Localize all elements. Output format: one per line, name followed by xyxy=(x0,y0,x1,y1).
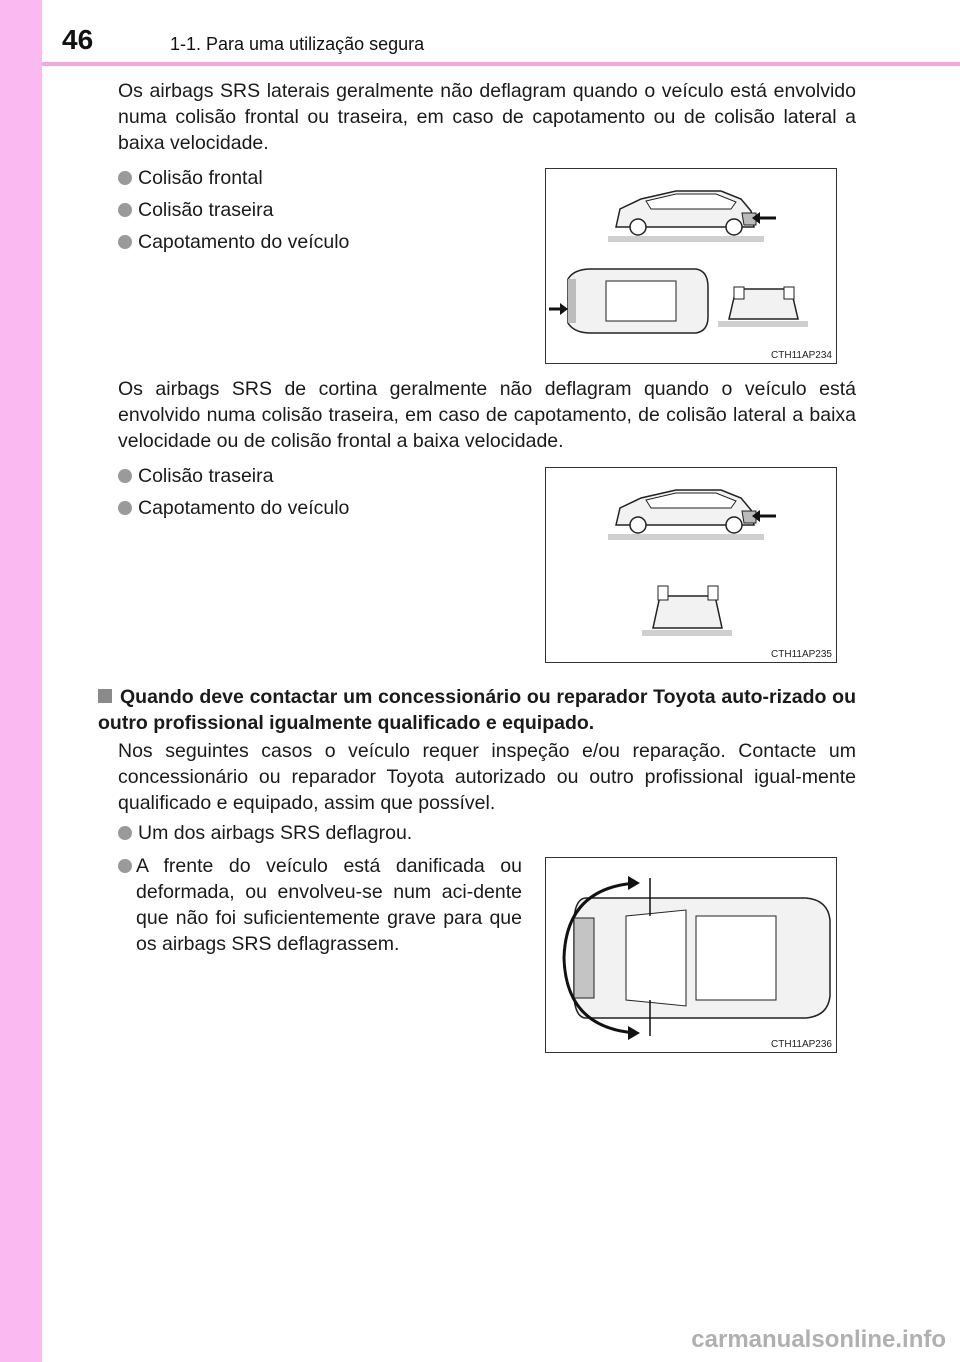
side-color-strip xyxy=(0,0,42,1362)
figure-code: CTH11AP236 xyxy=(771,1039,832,1050)
bullet-dot-icon xyxy=(118,501,132,515)
page-number: 46 xyxy=(62,24,94,55)
bullet-dot-icon xyxy=(118,826,132,840)
bullet-item: Colisão frontal xyxy=(118,165,263,191)
car-front-damage-illustration xyxy=(546,858,836,1052)
bullet-dot-icon xyxy=(118,469,132,483)
figure-front-damage xyxy=(545,857,837,1053)
header-rule xyxy=(42,62,960,66)
bullet-item: Capotamento do veículo xyxy=(118,229,349,255)
section-title: 1-1. Para uma utilização segura xyxy=(170,34,425,54)
bullet-item-front-damage: A frente do veículo está danificada ou deformada, ou envolveu-se num aci-dente que não foi suficientemente grave para que os airbags SRS deflagrassem. xyxy=(118,853,522,957)
bullet-dot-icon xyxy=(118,859,132,873)
figure-code: CTH11AP235 xyxy=(771,649,832,660)
figure-code: CTH11AP234 xyxy=(771,350,832,361)
figure-curtain-airbag xyxy=(545,467,837,663)
curtain-airbag-paragraph: Os airbags SRS de cortina geralmente não deflagram quando o veículo está envolvido numa colisão traseira, em caso de capotamento, de colisão lateral a baixa velocidade ou de colisão frontal a baixa velocidade. xyxy=(118,378,856,452)
bullet-dot-icon xyxy=(118,171,132,185)
car-rear-rollover-illustration xyxy=(546,468,836,662)
figure-side-airbag xyxy=(545,168,837,364)
bullet-dot-icon xyxy=(118,235,132,249)
side-airbag-paragraph: Os airbags SRS laterais geralmente não deflagram quando o veículo está envolvido numa colisão frontal ou traseira, em caso de capotamento ou de colisão lateral a baixa velocidade. xyxy=(118,80,856,154)
inspection-paragraph: Nos seguintes casos o veículo requer inspeção e/ou reparação. Contacte um concessionário ou reparador Toyota autorizado ou outro profissional igual-mente qualificado e equipado, assim que possível. xyxy=(118,740,856,814)
contact-dealer-heading: Quando deve contactar um concessionário ou reparador Toyota auto-rizado ou outro profissional igualmente qualificado e equipado. xyxy=(98,686,856,734)
page-header xyxy=(0,0,960,62)
bullet-item: Colisão traseira xyxy=(118,463,273,489)
watermark: carmanualsonline.info xyxy=(691,1326,946,1353)
car-collision-illustration xyxy=(546,169,836,363)
bullet-item: Colisão traseira xyxy=(118,197,273,223)
bullet-item: Um dos airbags SRS deflagrou. xyxy=(118,820,412,846)
bullet-item: Capotamento do veículo xyxy=(118,495,349,521)
heading-square-icon xyxy=(98,689,112,703)
bullet-dot-icon xyxy=(118,203,132,217)
